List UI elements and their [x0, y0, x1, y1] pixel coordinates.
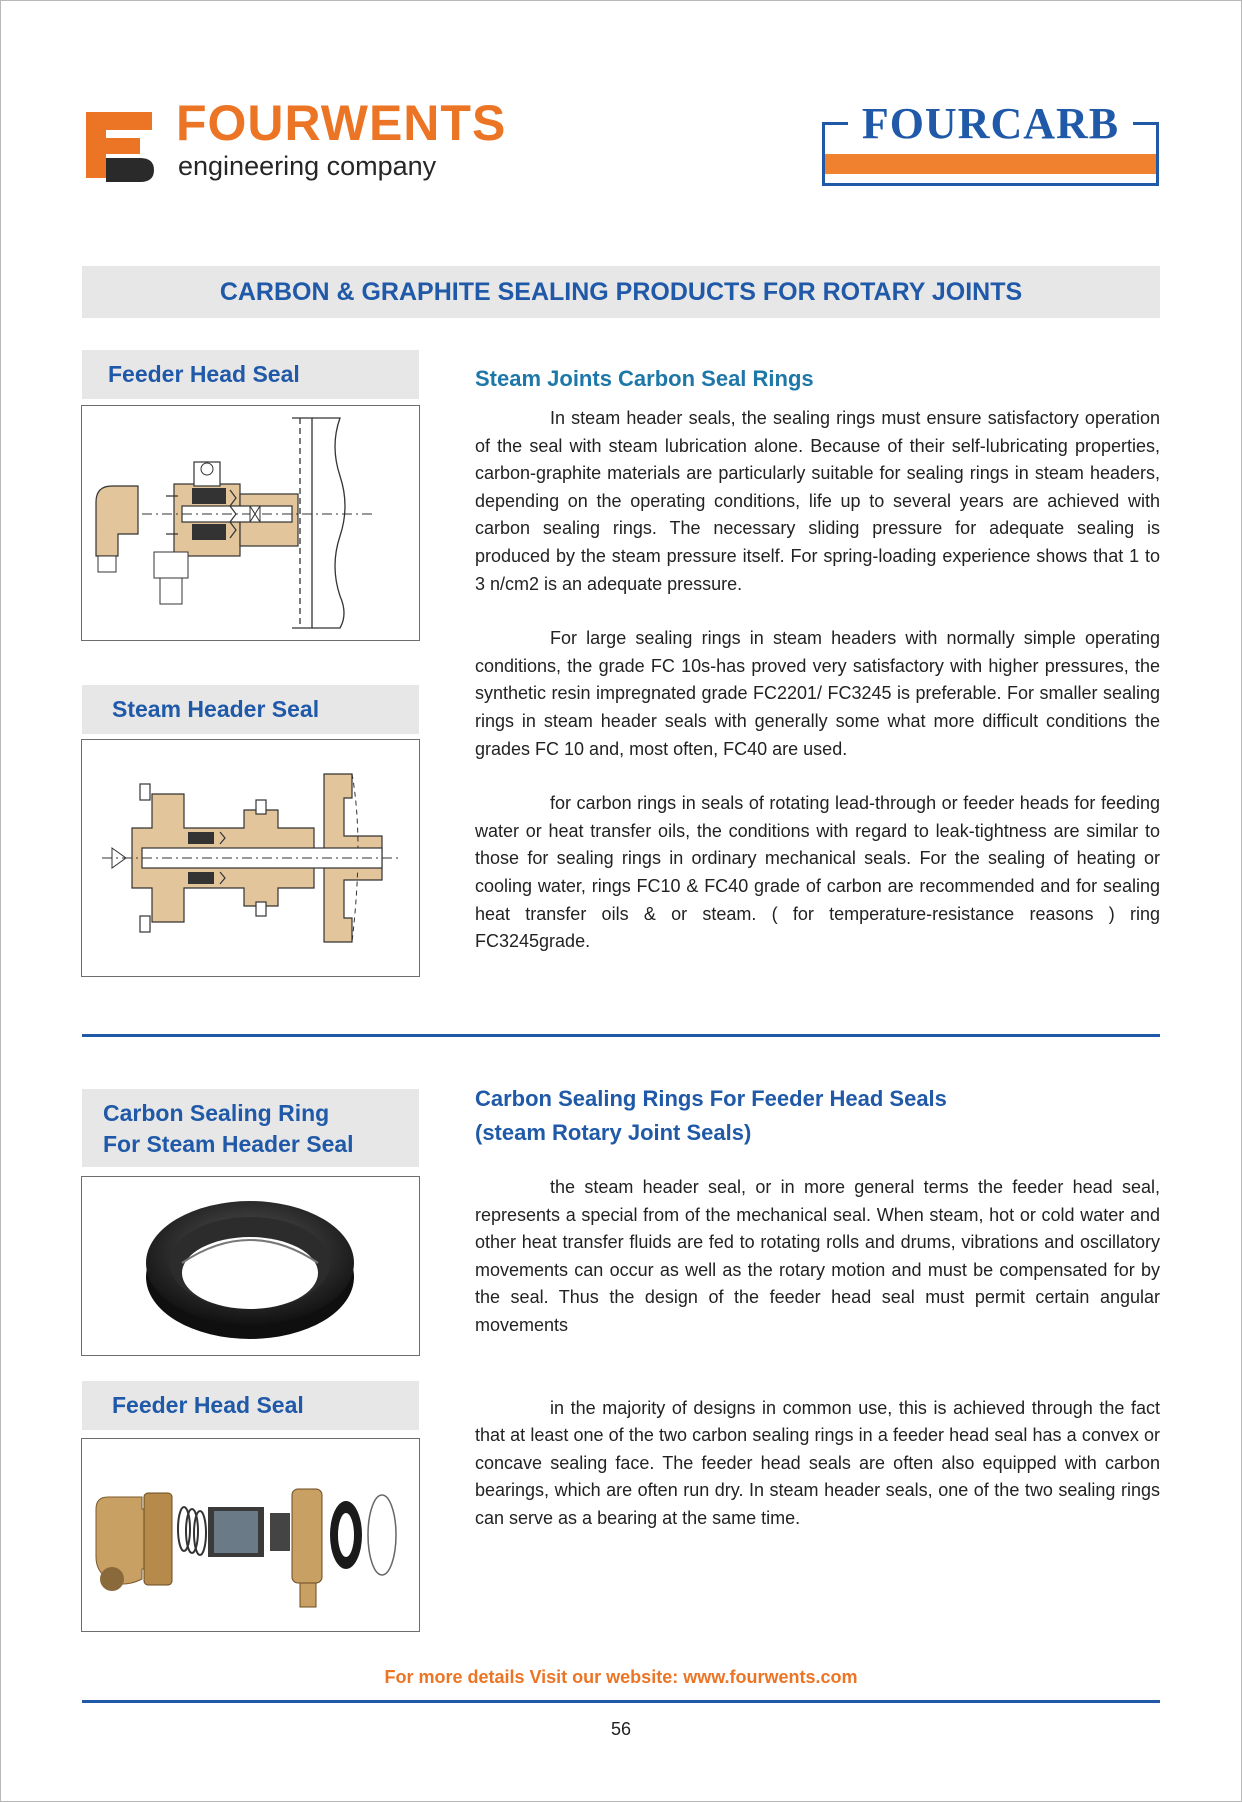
- section2-paragraph-1: the steam header seal, or in more general terms the feeder head seal, represents a special from of the mechanical seal. When steam, hot or cold water and other heat transfer fluids are fed to rotating rolls and drums, vibrations and oscillatory movements can occur as well as the rotary motion and must be compensated for by the seal. Thus the design of the feeder head seal must permit certain angular movements: [475, 1177, 1160, 1335]
- section1-paragraph-1: In steam header seals, the sealing rings must ensure satisfactory operation of the seal with steam lubrication alone. Because of their self-lubricating properties, carbon-graphite materials are particularly suitable for sealing rings in steam headers, depending on the operating conditions, life up to several years are achieved with carbon sealing rings. The necessary sliding pressure for adequate sealing is produced by the steam pressure itself. For spring-loading experience shows that 1 to 3 n/cm2 is an adequate pressure.: [475, 408, 1160, 594]
- section2-paragraph-2: in the majority of designs in common use, this is achieved through the fact that at least one of the two carbon sealing rings in a feeder head seal has a convex or concave sealing face. The feeder head seals are often also equipped with carbon bearings, which are often run dry. In steam header seals, one of the two sealing rings can serve as a bearing at the same time.: [475, 1397, 1160, 1528]
- carbon-sealing-ring-label: [82, 1089, 419, 1167]
- title-band: [82, 266, 1160, 318]
- steam-header-seal-drawing: [81, 739, 420, 977]
- page-title: CARBON & GRAPHITE SEALING PRODUCTS FOR ROTARY JOINTS: [219, 277, 1023, 306]
- feeder-head-seal-drawing: [81, 405, 420, 641]
- feeder-head-seal-photo-label: Feeder Head Seal: [82, 1381, 419, 1430]
- section1-paragraph-2: For large sealing rings in steam headers with normally simple operating conditions, the grade FC 10s-has proved very satisfactory with higher pressures, the synthetic resin impregnated grade FC2201/ FC3245 is preferable. For smaller sealing rings in steam header seals with generally some what more difficult conditions the grades FC 10 and, most often, FC40 are used.: [475, 628, 1160, 759]
- carbon-sealing-ring-label-line-1: Carbon Sealing Ring: [103, 1100, 330, 1126]
- footer-rule: [82, 1700, 1160, 1703]
- fourwents-logo-mark: [80, 106, 158, 184]
- carbon-sealing-ring-photo: [81, 1176, 420, 1356]
- section2-heading: [475, 1082, 947, 1150]
- brand-subtitle: engineering company: [178, 151, 437, 181]
- brand-name: FOURWENTS: [176, 95, 507, 151]
- section2-body: [475, 1174, 1160, 1533]
- website-link[interactable]: For more details Visit our website: www.fourwents.com: [384, 1667, 858, 1687]
- fourcarb-logo: [818, 100, 1163, 188]
- steam-header-seal-label: Steam Header Seal: [82, 685, 419, 734]
- fourcarb-logo-text: FOURCARB: [861, 99, 1120, 148]
- section2-heading-line-1: Carbon Sealing Rings For Feeder Head Seals: [475, 1086, 947, 1111]
- section1-heading: Steam Joints Carbon Seal Rings: [475, 366, 814, 391]
- section1-paragraph-3: for carbon rings in seals of rotating lead-through or feeder heads for feeding water or heat transfer oils, the conditions with regard to leak-tightness are similar to those for sealing rings in ordinary mechanical seals. For the sealing of heating or cooling water, rings FC10 & FC40 grade of carbon are recommended and for sealing heat transfer oils & or steam. ( for temperature-resistance reasons ) ring FC3245grade.: [475, 793, 1160, 952]
- page-number: 56: [610, 1719, 632, 1739]
- feeder-head-seal-photo: [81, 1438, 420, 1632]
- section-divider: [82, 1034, 1160, 1037]
- feeder-head-seal-label: Feeder Head Seal: [82, 350, 419, 399]
- carbon-sealing-ring-label-line-2: For Steam Header Seal: [103, 1131, 354, 1157]
- section1-body: [475, 405, 1160, 956]
- section2-heading-line-2: (steam Rotary Joint Seals): [475, 1120, 752, 1145]
